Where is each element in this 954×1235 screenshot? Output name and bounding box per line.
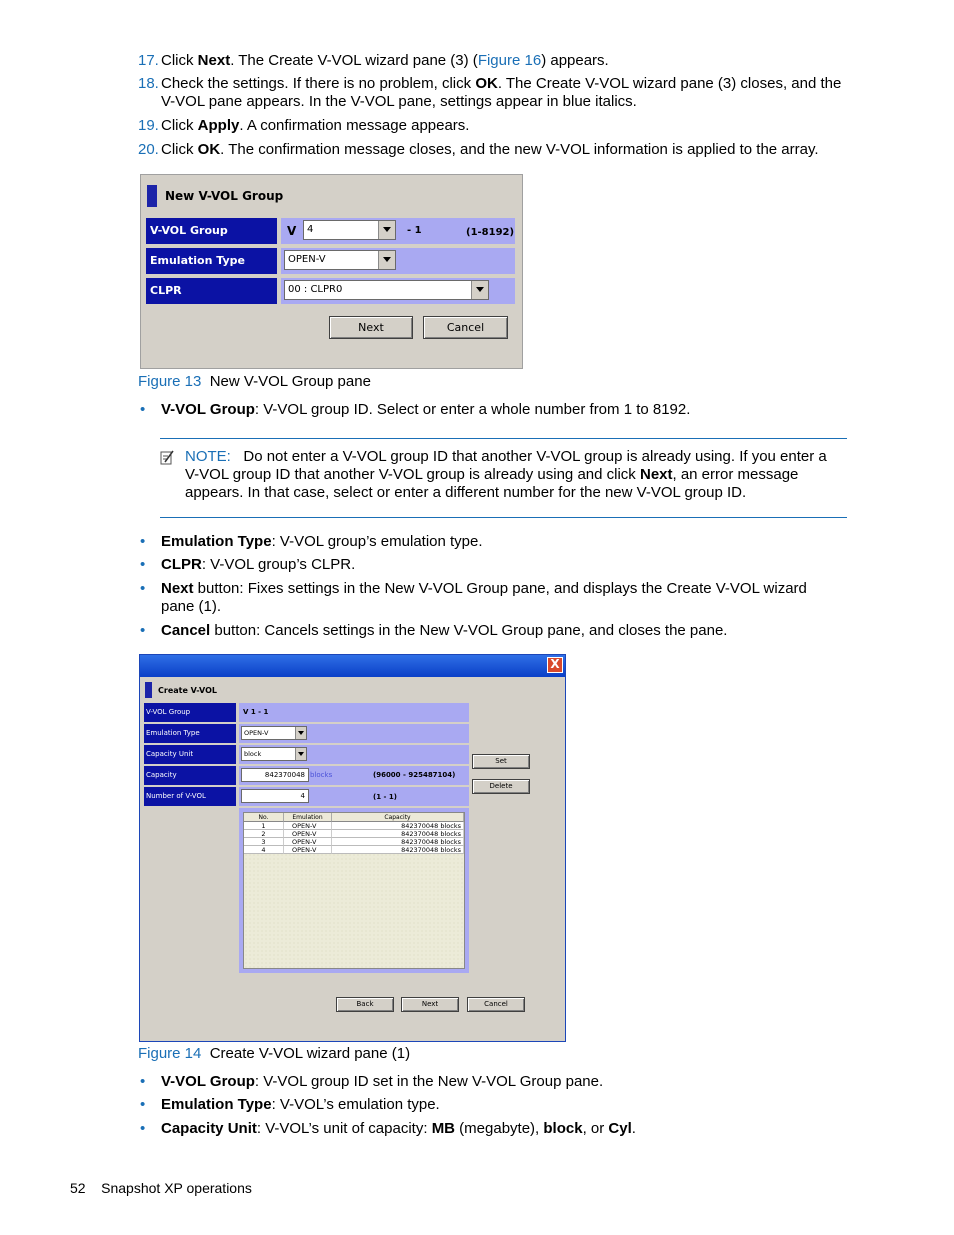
note-bold: Next (639, 466, 673, 483)
bullet-dot: • (140, 533, 146, 550)
table-cell-no[interactable]: 2 (244, 830, 284, 838)
vvol-group-combo[interactable] (303, 220, 396, 240)
capacity-range: (96000 - 925487104) (373, 771, 456, 779)
close-icon[interactable]: X (547, 657, 563, 673)
chevron-down-icon[interactable] (471, 281, 488, 299)
combo-value: OPEN-V (288, 254, 326, 265)
note-bottom-rule (160, 517, 847, 518)
chevron-down-icon[interactable] (295, 748, 306, 760)
combo-value: OPEN-V (244, 729, 269, 737)
bullet-term: Emulation Type (161, 1096, 272, 1113)
bullet-dot: • (140, 1073, 146, 1090)
step-text: Click (161, 141, 198, 158)
note-line-2a: V-VOL group ID that another V-VOL group is already using and click (185, 466, 640, 483)
table-cell-capacity[interactable]: 842370048 blocks (332, 822, 464, 830)
step-text: . A confirmation message appears. (239, 117, 470, 134)
vvol-table[interactable] (243, 812, 465, 969)
bullet-bold: Cyl (608, 1120, 632, 1137)
capacity-value-area (239, 766, 469, 785)
bullet-dot: • (140, 401, 146, 418)
note-label: NOTE: (185, 448, 231, 465)
vvol-group-value-area (239, 703, 469, 722)
vvol-group-value: V 1 - 1 (243, 708, 269, 716)
table-cell-capacity[interactable]: 842370048 blocks (332, 846, 464, 854)
step-20 (138, 141, 858, 159)
combo-value: 00 : CLPR0 (288, 284, 343, 295)
number-of-vvol-value-area (239, 787, 469, 806)
step-text: Click (161, 117, 198, 134)
vvol-group-value-area (281, 218, 515, 244)
chevron-down-icon[interactable] (295, 727, 306, 739)
emulation-type-value-area (239, 724, 469, 743)
window-body (140, 677, 565, 1042)
bullet-desc: : V-VOL group’s CLPR. (201, 556, 356, 573)
bullet-desc: : V-VOL group ID. Select or enter a whole number from 1 to 8192. (254, 401, 691, 418)
bullet-term: Emulation Type (161, 533, 272, 550)
table-header-capacity[interactable]: Capacity (332, 813, 464, 822)
capacity-input[interactable]: 842370048 (241, 768, 309, 782)
step-text: Check the settings. If there is no problem, click (161, 75, 476, 92)
bullet-term: Next (161, 580, 194, 597)
step-19 (138, 117, 858, 135)
clpr-combo[interactable] (284, 280, 489, 300)
step-18 (138, 75, 858, 110)
step-text: . The confirmation message closes, and the new V-VOL information is applied to the array. (220, 141, 819, 158)
capacity-unit-value-area (239, 745, 469, 764)
bullet-desc: , or (582, 1120, 609, 1137)
vvol-table-area (239, 808, 469, 973)
step-number: 18. (138, 75, 159, 92)
capacity-unit-label: Capacity Unit (144, 745, 236, 764)
pane-header (145, 682, 555, 698)
note-line-1: Do not enter a V-VOL group ID that another V-VOL group is already using. If you enter a (243, 448, 827, 465)
capacity-unit-text: blocks (310, 771, 333, 779)
step-text: V-VOL pane appears. In the V-VOL pane, settings appear in blue italics. (161, 93, 637, 110)
bullet-dot: • (140, 1120, 146, 1137)
table-cell-no[interactable]: 4 (244, 846, 284, 854)
clpr-value-area (281, 278, 515, 304)
note-line-3: appears. In that case, select or enter a different number for the new V-VOL group ID. (185, 484, 747, 501)
bullet-desc: : V-VOL group ID set in the New V-VOL Group pane. (254, 1073, 604, 1090)
table-cell-emulation[interactable]: OPEN-V (284, 830, 332, 838)
bullet-dot: • (140, 622, 146, 639)
bullet-desc: . (631, 1120, 636, 1137)
caption-label: Figure 14 (138, 1045, 202, 1062)
bullet-term: CLPR (161, 556, 202, 573)
vvol-suffix: - 1 (407, 225, 422, 236)
capacity-unit-combo[interactable] (241, 747, 307, 761)
bullet-desc-2: pane (1). (161, 598, 222, 615)
note-line-2c: , an error message (672, 466, 799, 483)
bullet-desc: : V-VOL’s emulation type. (271, 1096, 440, 1113)
figure-13-caption (138, 373, 371, 391)
bullet-desc: : V-VOL’s unit of capacity: (256, 1120, 432, 1137)
bullet-term: Cancel (161, 622, 211, 639)
step-number: 17. (138, 52, 159, 69)
step-bold: OK (197, 141, 221, 158)
table-cell-capacity[interactable]: 842370048 blocks (332, 838, 464, 846)
table-header-emulation[interactable]: Emulation (284, 813, 332, 822)
create-vvol-wizard-window (139, 654, 566, 1042)
table-cell-no[interactable]: 3 (244, 838, 284, 846)
bullet-term: V-VOL Group (161, 401, 255, 418)
chevron-down-icon[interactable] (378, 221, 395, 239)
step-17 (138, 52, 858, 70)
number-of-vvol-range: (1 - 1) (373, 793, 397, 801)
capacity-label: Capacity (144, 766, 236, 785)
bullet-dot: • (140, 580, 146, 597)
new-vvol-group-pane (140, 174, 523, 369)
vvol-group-label: V-VOL Group (146, 218, 277, 244)
table-header-no[interactable]: No. (244, 813, 284, 822)
pane-title: Create V-VOL (158, 686, 217, 695)
note-top-rule (160, 438, 847, 439)
emulation-type-label: Emulation Type (146, 248, 277, 274)
table-cell-capacity[interactable]: 842370048 blocks (332, 830, 464, 838)
step-text: ) appears. (541, 52, 609, 69)
emulation-type-label: Emulation Type (144, 724, 236, 743)
next-button[interactable]: Next (329, 316, 413, 339)
emulation-type-value-area (281, 248, 515, 274)
step-text: . The Create V-VOL wizard pane (3) ( (230, 52, 478, 69)
caption-text: Create V-VOL wizard pane (1) (209, 1045, 411, 1062)
number-of-vvol-input[interactable]: 4 (241, 789, 309, 803)
vvol-range: (1-8192) (466, 227, 515, 238)
table-cell-emulation[interactable]: OPEN-V (284, 846, 332, 854)
bullet-desc: : V-VOL group’s emulation type. (271, 533, 483, 550)
pane-title: New V-VOL Group (165, 189, 284, 203)
bullet-desc: button: Cancels settings in the New V-VOL Group pane, and closes the pane. (210, 622, 728, 639)
step-bold: Next (197, 52, 231, 69)
figure-16-link[interactable]: Figure 16 (477, 52, 542, 69)
page-footer (70, 1180, 252, 1196)
table-cell-no[interactable]: 1 (244, 822, 284, 830)
cancel-button[interactable]: Cancel (467, 997, 525, 1012)
combo-value: block (244, 750, 262, 758)
step-number: 20. (138, 141, 159, 158)
header-bar (147, 185, 157, 207)
bullet-bold: MB (431, 1120, 456, 1137)
step-bold: OK (475, 75, 498, 92)
combo-value: 4 (307, 224, 314, 235)
step-number: 19. (138, 117, 159, 134)
bullet-term: V-VOL Group (161, 1073, 255, 1090)
section-name: Snapshot XP operations (101, 1180, 252, 1196)
bullet-desc: (megabyte), (455, 1120, 544, 1137)
pane-header (147, 185, 517, 207)
bullet-dot: • (140, 556, 146, 573)
set-button[interactable]: Set (472, 754, 530, 769)
next-button[interactable]: Next (401, 997, 459, 1012)
cancel-button[interactable]: Cancel (423, 316, 508, 339)
note-icon (160, 450, 174, 465)
page-number: 52 (70, 1180, 86, 1196)
bullet-term: Capacity Unit (161, 1120, 257, 1137)
number-of-vvol-label: Number of V-VOL (144, 787, 236, 806)
caption-text: New V-VOL Group pane (209, 373, 371, 390)
vvol-group-label: V-VOL Group (144, 703, 236, 722)
chevron-down-icon[interactable] (378, 251, 395, 269)
step-text: . The Create V-VOL wizard pane (3) closes, and the (497, 75, 842, 92)
emulation-type-combo[interactable] (284, 250, 396, 270)
vvol-prefix: V (287, 224, 297, 238)
window-titlebar (140, 655, 565, 677)
back-button[interactable]: Back (336, 997, 394, 1012)
figure-14-caption (138, 1045, 410, 1063)
emulation-type-combo[interactable] (241, 726, 307, 740)
delete-button[interactable]: Delete (472, 779, 530, 794)
step-text: Click (161, 52, 198, 69)
table-cell-emulation[interactable]: OPEN-V (284, 838, 332, 846)
caption-label: Figure 13 (138, 373, 202, 390)
step-bold: Apply (197, 117, 240, 134)
clpr-label: CLPR (146, 278, 277, 304)
table-cell-emulation[interactable]: OPEN-V (284, 822, 332, 830)
header-bar (145, 682, 152, 698)
bullet-dot: • (140, 1096, 146, 1113)
bullet-bold: block (543, 1120, 583, 1137)
bullet-desc: button: Fixes settings in the New V-VOL Group pane, and displays the Create V-VOL wizard (193, 580, 807, 597)
